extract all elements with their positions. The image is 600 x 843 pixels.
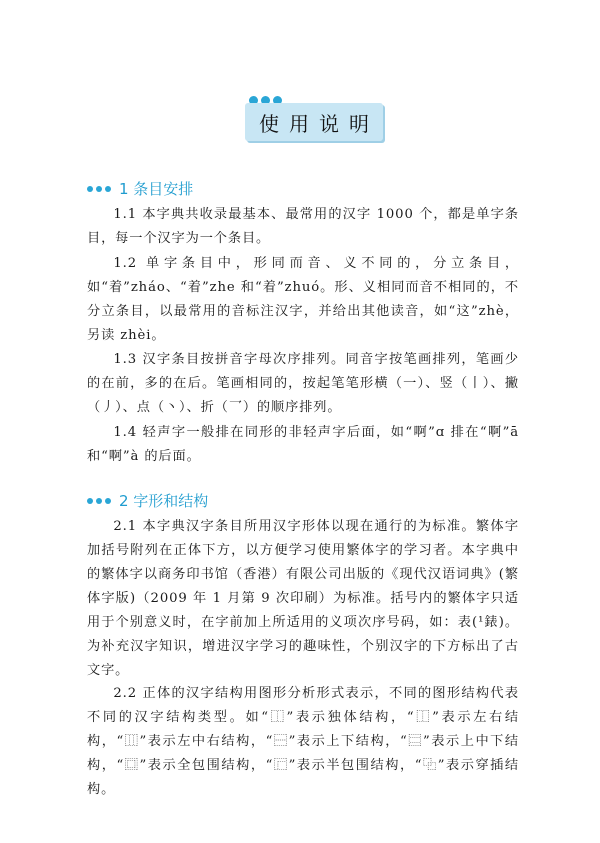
paragraph-2-2: 2.2 正体的汉字结构用图形分析形式表示，不同的图形结构代表不同的汉字结构类型。如“⿰”表示独体结构，“⿰”表示左右结构，“⿲”表示左中右结构，“⿱”表示上下结构，“⿳”表示上中下结构，“⿴”表示全包围结构，“⿸”表示半包围结构，“⿻”表示穿插结构。 (87, 686, 519, 797)
paragraph-1-4: 1.4 轻声字一般排在同形的非轻声字后面，如“啊”ɑ 排在“啊”ā 和“啊”à 的后面。 (87, 425, 519, 464)
section-heading-text: 2 字形和结构 (119, 492, 209, 510)
section-heading-text: 1 条目安排 (119, 180, 194, 198)
paragraph-1-1: 1.1 本字典共收录最基本、最常用的汉字 1000 个，都是单字条目，每一个汉字为一个条目。 (87, 207, 519, 246)
paragraph-1-3: 1.3 汉字条目按拼音字母次序排列。同音字按笔画排列，笔画少的在前，多的在后。笔画相同的，按起笔笔形横（一）、竖（丨）、撇（丿）、点（丶）、折（乛）的顺序排列。 (87, 352, 519, 415)
section-heading-1 (87, 178, 193, 199)
section-heading-2 (87, 490, 208, 511)
title-banner (245, 103, 383, 141)
page-title: 使用说明 (259, 111, 379, 136)
bullet-dots-icon (87, 498, 111, 504)
paragraph-2-1: 2.1 本字典汉字条目所用汉字形体以现在通行的为标准。繁体字加括号附列在正体下方，以方便学习使用繁体字的学习者。本字典中的繁体字以商务印书馆（香港）有限公司出版的《现代汉语词典》(繁体字版)（2009 年 1 月第 9 次印刷）为标准。括号内的繁体字只适用于个别意义时，在字前加上所适用的义项次序号码，如：表(¹錶)。为补充汉字知识，增进汉字学习的趣味性，个别汉字的下方标出了古文字。 (87, 519, 519, 678)
paragraph-1-2: 1.2 单字条目中，形同而音、义不同的，分立条目，如“着”zháo、“着”zhe 和“着”zhuó。形、义相同而音不相同的，不分立条目，以最常用的音标注汉字，并给出其他读音，如“这”zhè，另读 zhèi。 (87, 256, 519, 343)
bullet-dots-icon (87, 186, 111, 192)
